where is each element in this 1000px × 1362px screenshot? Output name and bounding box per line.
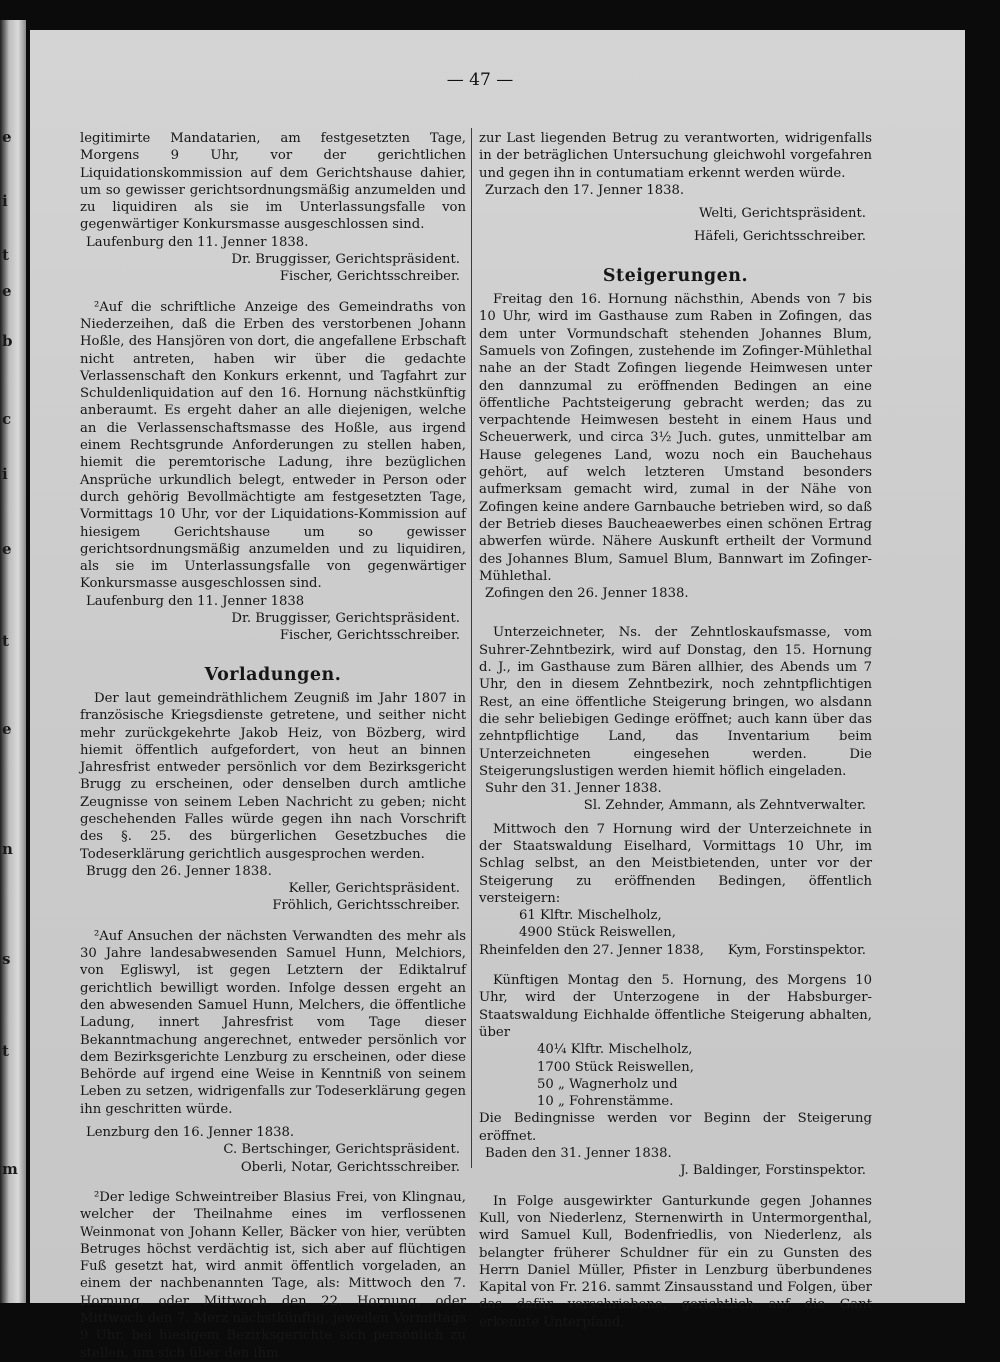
auction-item: 40¼ Klftr. Mischelholz, <box>537 1042 693 1058</box>
margin-fragment: e <box>2 282 12 300</box>
notice-signature: Dr. Bruggisser, Gerichtspräsident. <box>231 252 460 268</box>
auction-item: 10 „ Fohrenstämme. <box>537 1094 674 1110</box>
notice-dateline: Rheinfelden den 27. Jenner 1838, <box>479 942 704 958</box>
margin-fragment: i <box>2 465 8 483</box>
notice-dateline: Lenzburg den 16. Jenner 1838. <box>86 1125 295 1141</box>
notice-dateline: Zofingen den 26. Jenner 1838. <box>485 586 689 602</box>
notice-text: Unterzeichneter, Ns. der Zehntloskaufsmasse, vom Suhrer-Zehntbezirk, wird auf Donstag, den 15. Hornung d. J., im Gasthause zum Bären allhier, des Abends um 7 Uhr, den in diesem Zehntbezirk, noch zehntpflichtigen Rest, an eine öffentliche Steigerung bringen, wo alsdann die sehr beliebigen Gedinge eröffnet; auch kann über das zehntpflichtige Land, das Inventarium beim Unterzeichneten eingesehen werden. Die Steigerungslustigen werden hiemit höflich eingeladen. <box>479 625 872 779</box>
notice-text: ²Der ledige Schweintreiber Blasius Frei, von Klingnau, welcher der Theilnahme eines im verflossenen Weinmonat von Johann Keller, Bäcker von hier, verübten Betruges höchst verdächtig ist, sich aber auf flüchtigen Fuß gesetzt hat, wird anmit öffentlich vorgeladen, an einem der nachbenannten Tage, als: Mittwoch den 7. Hornung, oder Mittwoch den 22. Hornung, oder Mittwoch den 7. Merz nächstkünftig, jeweilen Vormittags 9 Uhr, bei hiesigem Bezirksgerichte sich persönlich zu stellen, um sich über den ihm <box>80 1189 466 1361</box>
notice-signature: Häfeli, Gerichtsschreiber. <box>694 229 866 245</box>
notice-text: Mittwoch den 7 Hornung wird der Unterzeichnete in der Staatswaldung Eiselhard, Vormittags 10 Uhr, im Schlag selbst, an den Meistbietenden, unter vor der Steigerung zu eröffnenden Bedingen, öffentlich versteigern: <box>479 821 872 906</box>
notice-signature: Sl. Zehnder, Ammann, als Zehntverwalter. <box>583 798 866 814</box>
margin-fragment: t <box>2 632 9 650</box>
auction-item: 50 „ Wagnerholz und <box>537 1076 678 1092</box>
notice-signature: C. Bertschinger, Gerichtspräsident. <box>223 1142 460 1158</box>
left-column <box>80 130 466 1362</box>
margin-fragment: c <box>2 410 12 428</box>
margin-fragment: b <box>2 332 13 350</box>
auction-item: 4900 Stück Reiswellen, <box>519 925 676 941</box>
notice-signature: Welti, Gerichtspräsident. <box>698 206 866 222</box>
notice-note: Die Bedingnisse werden vor Beginn der Steigerung eröffnet. <box>479 1111 872 1144</box>
notice-signature: Kym, Forstinspektor. <box>727 942 866 958</box>
notice-signature: Oberli, Notar, Gerichtsschreiber. <box>240 1159 460 1175</box>
notice-text: In Folge ausgewirkter Ganturkunde gegen Johannes Kull, von Niederlenz, Sternenwirth in Untermorgenthal, wird Samuel Kull, Bodenfriedlis, von Niederlenz, als belangter früherer Schuldner für ein zu Gunsten des Herrn Daniel Müller, Pfister in Lenzburg überbundenes Kapital von Fr. 216. sammt Zinsausstand und Folgen, über das dafür verschriebene, gerichtlich auf die Gant erkennte Unterpfand, <box>479 1193 872 1330</box>
notice-dateline: Baden den 31. Jenner 1838. <box>485 1146 672 1162</box>
margin-fragment: i <box>2 192 8 210</box>
notice-text: legitimirte Mandatarien, am festgesetzten Tage, Morgens 9 Uhr, vor der gerichtlichen Liquidationskommission auf dem Gerichtshause dahier, um so gewisser gerichtsordnungsmäßig anzumelden und zu liquidiren als sie im Unterlassungsfalle von gegenwärtiger Konkursmasse ausgeschlossen sind. <box>80 131 466 233</box>
margin-fragment: m <box>2 1160 18 1178</box>
margin-fragment: e <box>2 540 12 558</box>
notice-text: ²Auf Ansuchen der nächsten Verwandten des mehr als 30 Jahre landesabwesenden Samuel Hunn, Melchiors, von Egliswyl, ist gegen Letztern der Ediktalruf gerichtlich bewilligt worden. Infolge dessen ergeht an den abwesenden Samuel Hunn, Melchers, die öffentliche Ladung, innert Jahresfrist vom Tage dieser Bekanntmachung angerechnet, entweder persönlich vor dem Bezirksgerichte Lenzburg zu erscheinen, oder diese Behörde auf irgend eine Weise in Kenntniß von seinem Leben zu setzen, widrigenfalls zur Todeserklärung gegen ihn geschritten würde. <box>80 928 466 1117</box>
adjacent-page-edge <box>0 20 26 1303</box>
notice-signature: J. Baldinger, Forstinspektor. <box>680 1163 866 1179</box>
notice-dateline: Zurzach den 17. Jenner 1838. <box>485 182 685 198</box>
notice-text: Der laut gemeindräthlichem Zeugniß im Jahr 1807 in französische Kriegsdienste getretene, und seither nicht mehr zurückgekehrte Jakob Heiz, von Bözberg, wird hiemit öffentlich aufgefordert, von heut an binnen Jahresfrist entweder persönlich vor dem Bezirksgericht Brugg zu erscheinen, oder denselben durch amtliche Zeugnisse von seinem Leben Nachricht zu geben; nicht geschehenden Falles würde gegen ihn nach Vorschrift des §. 25. des bürgerlichen Gesetzbuches die Todeserklärung gerichtlich ausgesprochen werden. <box>80 690 466 862</box>
margin-fragment: t <box>2 1042 9 1060</box>
margin-fragment: s <box>2 950 11 968</box>
notice-signature: Fröhlich, Gerichtsschreiber. <box>272 898 460 914</box>
notice-signature: Fischer, Gerichtsschreiber. <box>279 628 460 644</box>
notice-dateline: Laufenburg den 11. Jenner 1838. <box>86 234 309 250</box>
auction-item: 61 Klftr. Mischelholz, <box>519 908 662 924</box>
margin-fragment: t <box>2 246 9 264</box>
notice-signature: Keller, Gerichtspräsident. <box>288 881 460 897</box>
notice-text: Freitag den 16. Hornung nächsthin, Abends von 7 bis 10 Uhr, wird im Gasthause zum Raben in Zofingen, das dem unter Vormundschaft stehenden Johannes Blum, Samuels von Zofingen, zustehende im Zofinger-Mühlethal nahe an der Stadt Zofingen liegende Heimwesen unter den dannzumal zu eröffnenden Bedingen an eine öffentliche Pachtsteigerung gebracht werden; das zu verpachtende Heimwesen besteht in einem Haus und Scheuerwerk, und circa 3½ Juch. gutes, unmittelbar am Hause gelegenes Land, wozu noch ein Bauchehaus gehört, auf welch letzteren Umstand besonders aufmerksam gemacht wird, zumal in der Nähe von Zofingen keine andere Garnbauche betrieben wird, so daß der Betrieb dieses Baucheaewerbes einen schönen Ertrag abwerfen würde. Nähere Auskunft ertheilt der Vormund des Johannes Blum, Samuel Blum, Bannwart im Zofinger-Mühlethal. <box>479 292 872 584</box>
auction-item: 1700 Stück Reiswellen, <box>537 1059 694 1075</box>
notice-text: ²Auf die schriftliche Anzeige des Gemeindraths von Niederzeihen, daß die Erben des verstorbenen Johann Hoßle, des Hansjören von dort, die angefallene Erbschaft nicht antreten, haben wir über die gedachte Verlassenschaft den Konkurs erkennt, und Tagfahrt zur Schuldenliquidation auf den 16. Hornung nächstkünftig anberaumt. Es ergeht daher an alle diejenigen, welche an die Verlassenschaftsmasse des Hoßle, aus irgend einem Rechtsgrunde Anforderungen zu stellen haben, hiemit die peremtorische Ladung, ihre bezüglichen Ansprüche urkundlich belegt, entweder in Person oder durch gehörig Bevollmächtigte am festgesetzten Tage, Vormittags 10 Uhr, vor der Liquidations-Kommission auf hiesigem Gerichtshause um so gewisser gerichtsordnungsmäßig anzumelden und zu liquidiren, als sie im Unterlassungsfalle von gegenwärtiger Konkursmasse ausgeschlossen sind. <box>80 299 466 592</box>
section-heading: Steigerungen. <box>602 265 749 286</box>
notice-dateline: Suhr den 31. Jenner 1838. <box>485 781 662 797</box>
notice-signature: Dr. Bruggisser, Gerichtspräsident. <box>231 611 460 627</box>
margin-fragment: n <box>2 840 13 858</box>
notice-signature: Fischer, Gerichtsschreiber. <box>279 269 460 285</box>
notice-text: Künftigen Montag den 5. Hornung, des Morgens 10 Uhr, wird der Unterzogene in der Habsburger-Staatswaldung Eichhalde öffentliche Steigerung abhalten, über <box>479 973 872 1040</box>
notice-dateline: Brugg den 26. Jenner 1838. <box>86 863 272 879</box>
notice-text: zur Last liegenden Betrug zu verantworten, widrigenfalls in der beträglichen Untersuchung gleichwohl vorgefahren und gegen ihn in contumatiam erkennt werden würde. <box>479 131 872 181</box>
right-column <box>479 130 872 1331</box>
column-divider <box>471 128 472 1168</box>
page-number: — 47 — <box>446 70 514 90</box>
margin-fragment: e <box>2 128 12 146</box>
margin-fragment: e <box>2 720 12 738</box>
section-heading: Vorladungen. <box>204 664 342 685</box>
notice-dateline-row <box>479 942 872 959</box>
notice-dateline: Laufenburg den 11. Jenner 1838 <box>86 593 305 609</box>
